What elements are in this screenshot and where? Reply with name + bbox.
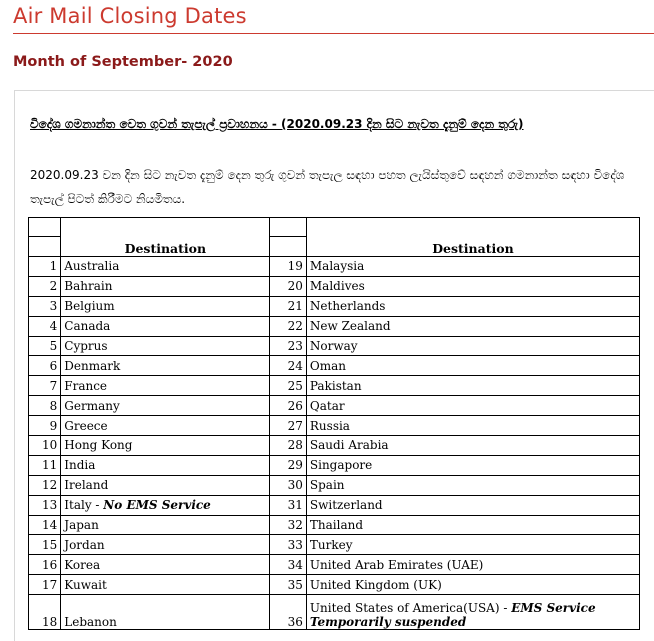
row-number-left-text: 4 — [49, 319, 58, 334]
table-row — [29, 396, 640, 416]
row-number-left — [29, 316, 61, 336]
destination-right-text: Pakistan — [309, 378, 362, 393]
table-row — [29, 475, 640, 495]
table-row — [29, 515, 640, 535]
row-number-right — [270, 475, 306, 495]
row-number-left — [29, 555, 61, 575]
destination-right-text: Thailand — [309, 518, 364, 533]
header-destination-left: Destination — [61, 218, 270, 257]
row-number-right — [270, 376, 306, 396]
row-number-right — [270, 455, 306, 475]
row-number-left-text: 5 — [49, 339, 58, 353]
page-subtitle: Month of September- 2020 — [13, 54, 233, 70]
row-number-left — [29, 356, 61, 376]
row-number-left — [29, 575, 61, 595]
row-number-right — [270, 276, 306, 296]
row-number-right — [270, 555, 306, 575]
header-destination-right: Destination — [306, 218, 639, 257]
row-number-right — [270, 356, 306, 376]
row-number-right-text: 28 — [287, 438, 303, 453]
destination-right — [306, 515, 639, 535]
row-number-left-text: 9 — [49, 418, 58, 433]
row-number-right-text: 23 — [287, 339, 303, 353]
service-note: No EMS Service — [103, 498, 211, 513]
row-number-right-text: 30 — [287, 478, 303, 493]
destination-left-text: Canada — [64, 319, 111, 334]
destination-right-text: Maldives — [309, 279, 365, 294]
header-blank-cell — [270, 237, 306, 257]
destination-right — [306, 575, 639, 595]
destination-left-text: France — [64, 378, 108, 393]
row-number-left — [29, 336, 61, 356]
destination-left-text: Lebanon — [64, 615, 117, 630]
header-blank-cell — [29, 218, 61, 237]
table-row — [29, 555, 640, 575]
row-number-right — [270, 336, 306, 356]
header-blank-cell — [29, 237, 61, 257]
row-number-left-text: 8 — [49, 398, 58, 413]
row-number-left-text: 13 — [41, 498, 58, 513]
row-number-right — [270, 316, 306, 336]
row-number-left-text: 15 — [41, 537, 58, 552]
row-number-left — [29, 276, 61, 296]
destination-right-text: Saudi Arabia — [309, 438, 389, 453]
destination-right — [306, 455, 639, 475]
destination-left — [61, 515, 270, 535]
destination-left — [61, 316, 270, 336]
destination-left — [61, 376, 270, 396]
row-number-right-text: 26 — [287, 398, 303, 413]
destination-right-text: United States of America(USA) - — [309, 601, 508, 616]
destination-left-text: Japan — [64, 518, 99, 533]
table-row — [29, 535, 640, 555]
destination-right-text: Spain — [309, 478, 345, 493]
destination-right-text: Singapore — [309, 458, 373, 473]
table-row — [29, 296, 640, 316]
row-number-right-text: 20 — [287, 279, 303, 294]
destination-left — [61, 535, 270, 555]
table-header-top-row — [29, 218, 640, 237]
row-number-left — [29, 376, 61, 396]
row-number-right — [270, 495, 306, 515]
destination-right-text: Norway — [309, 339, 358, 353]
row-number-left-text: 14 — [41, 518, 58, 533]
destination-left — [61, 555, 270, 575]
row-number-right — [270, 595, 306, 630]
table-row — [29, 276, 640, 296]
row-number-left — [29, 475, 61, 495]
row-number-right-text: 24 — [287, 358, 303, 373]
row-number-right-text: 29 — [287, 458, 303, 473]
destination-left — [61, 575, 270, 595]
destination-left-text: Korea — [64, 557, 101, 572]
row-number-left — [29, 455, 61, 475]
destination-left-text: Cyprus — [64, 339, 108, 353]
table-row — [29, 257, 640, 277]
destination-left-text: Germany — [64, 398, 120, 413]
destination-right — [306, 336, 639, 356]
row-number-right-text: 33 — [287, 537, 303, 552]
destination-left — [61, 495, 270, 515]
destination-left — [61, 356, 270, 376]
destination-right-text: Turkey — [309, 537, 353, 552]
row-number-right — [270, 296, 306, 316]
destination-right — [306, 535, 639, 555]
service-note: EMS Service Temporarily suspended — [309, 601, 596, 630]
table-row — [29, 376, 640, 396]
destination-right — [306, 595, 639, 630]
header-blank-cell — [270, 218, 306, 237]
table-row — [29, 436, 640, 456]
destination-left — [61, 475, 270, 495]
table-row — [29, 595, 640, 630]
destination-left-text: Belgium — [64, 299, 115, 314]
row-number-left-text: 11 — [41, 458, 58, 473]
row-number-right-text: 22 — [287, 319, 303, 334]
destination-right — [306, 257, 639, 277]
destination-right-text: United Arab Emirates (UAE) — [309, 557, 484, 572]
table-row — [29, 416, 640, 436]
row-number-left-text: 16 — [41, 557, 58, 572]
destination-right-text: New Zealand — [309, 319, 391, 334]
row-number-left-text: 2 — [49, 279, 58, 294]
destination-right — [306, 416, 639, 436]
table-row — [29, 495, 640, 515]
row-number-right-text: 25 — [287, 378, 303, 393]
destination-left-text: Greece — [64, 418, 108, 433]
destination-right — [306, 555, 639, 575]
title-divider — [13, 33, 654, 34]
row-number-left — [29, 436, 61, 456]
row-number-right-text: 36 — [287, 615, 303, 630]
destination-right — [306, 316, 639, 336]
destination-right-text: Oman — [309, 358, 346, 373]
row-number-right-text: 31 — [287, 498, 303, 513]
destination-left-text: India — [64, 458, 96, 473]
table-row — [29, 336, 640, 356]
destination-left-text: Bahrain — [64, 279, 113, 294]
row-number-left — [29, 535, 61, 555]
row-number-right — [270, 396, 306, 416]
row-number-left-text: 12 — [41, 478, 58, 493]
destination-right — [306, 296, 639, 316]
destination-left — [61, 336, 270, 356]
row-number-right — [270, 515, 306, 535]
destinations-table — [28, 217, 640, 630]
row-number-left-text: 1 — [49, 259, 58, 274]
destination-right — [306, 276, 639, 296]
destination-right — [306, 495, 639, 515]
row-number-right-text: 35 — [287, 577, 303, 592]
destination-right-text: Qatar — [309, 398, 345, 413]
row-number-left-text: 18 — [41, 615, 58, 630]
notice-body: 2020.09.23 වන දින සිට නැවත දැනුම් දෙන තුරු ගුවන් තැපැල සඳහා පහත ලැයිස්තුවේ සඳහන් ගමනාන්ත සඳහා විදේශ තැපැල් පිටත් කිරීමට නියමිතය. — [30, 168, 625, 206]
destination-left-text: Italy - — [64, 498, 100, 513]
destination-right — [306, 396, 639, 416]
destination-left — [61, 416, 270, 436]
row-number-left-text: 3 — [49, 299, 58, 314]
row-number-left-text: 6 — [49, 358, 58, 373]
row-number-right-text: 34 — [287, 557, 303, 572]
destination-left — [61, 396, 270, 416]
table-row — [29, 316, 640, 336]
destination-left — [61, 595, 270, 630]
table-row — [29, 455, 640, 475]
destination-right-text: Netherlands — [309, 299, 386, 314]
row-number-right-text: 32 — [287, 518, 303, 533]
row-number-left — [29, 257, 61, 277]
destination-right — [306, 376, 639, 396]
row-number-right — [270, 436, 306, 456]
row-number-right-text: 19 — [287, 259, 303, 274]
destination-right-text: Russia — [309, 418, 350, 433]
row-number-left-text: 10 — [41, 438, 58, 453]
destination-left — [61, 436, 270, 456]
table-row — [29, 575, 640, 595]
destination-right — [306, 436, 639, 456]
destination-right-text: Switzerland — [309, 498, 383, 513]
destination-right — [306, 475, 639, 495]
destination-right-text: United Kingdom (UK) — [309, 577, 442, 592]
destination-left — [61, 296, 270, 316]
destination-right-text: Malaysia — [309, 259, 365, 274]
row-number-right — [270, 575, 306, 595]
notice-heading: විදේශ ගමනාන්ත වෙත ගුවන් තැපැල් ප්‍රවාහනය - (2020.09.23 දින සිට නැවත දැනුම් දෙන තුරු) — [30, 117, 524, 131]
destination-left-text: Denmark — [64, 358, 121, 373]
row-number-left-text: 17 — [41, 577, 58, 592]
destination-left — [61, 257, 270, 277]
destination-left-text: Australia — [64, 259, 120, 274]
destination-left — [61, 455, 270, 475]
table-row — [29, 356, 640, 376]
page-title: Air Mail Closing Dates — [13, 4, 247, 28]
row-number-left — [29, 495, 61, 515]
row-number-left — [29, 515, 61, 535]
row-number-left-text: 7 — [49, 378, 58, 393]
row-number-left — [29, 595, 61, 630]
row-number-right-text: 27 — [287, 418, 303, 433]
row-number-left — [29, 416, 61, 436]
destination-right — [306, 356, 639, 376]
row-number-right — [270, 535, 306, 555]
row-number-right — [270, 416, 306, 436]
destination-left — [61, 276, 270, 296]
destination-left-text: Jordan — [64, 537, 105, 552]
row-number-right — [270, 257, 306, 277]
row-number-left — [29, 296, 61, 316]
row-number-right-text: 21 — [287, 299, 303, 314]
destination-left-text: Kuwait — [64, 577, 107, 592]
destination-left-text: Hong Kong — [64, 438, 133, 453]
row-number-left — [29, 396, 61, 416]
destination-left-text: Ireland — [64, 478, 109, 493]
